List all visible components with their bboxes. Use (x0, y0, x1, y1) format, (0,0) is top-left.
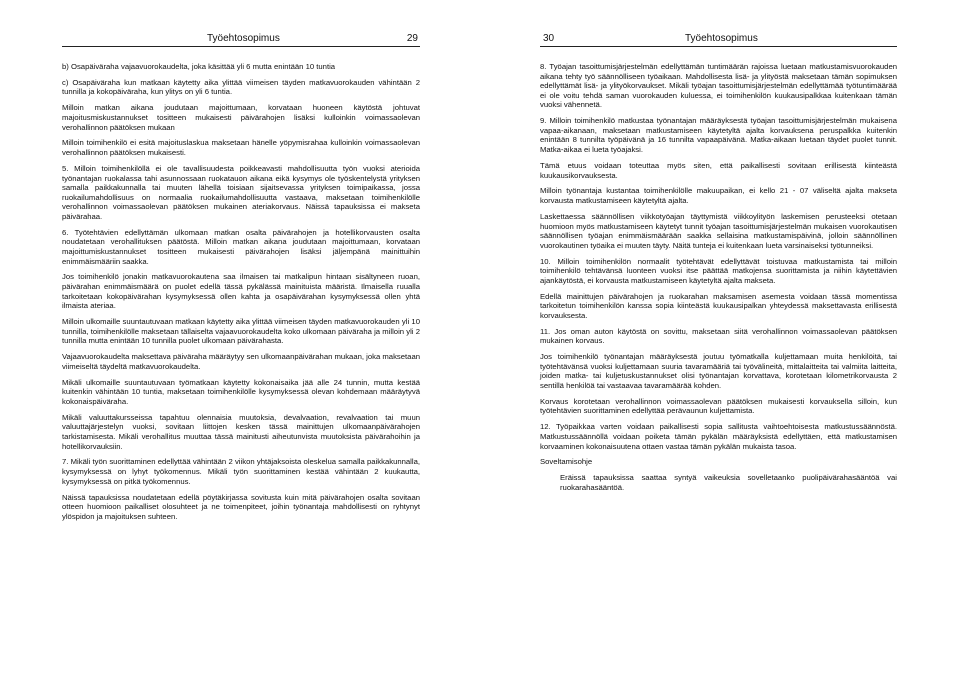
paragraph: Jos toimihenkilö työnantajan määräyksestä joutuu työmatkalla kuljettamaan muita henkilöitä, tai työtehtävänsä vuoksi kuljettamaan suuria tavaramääriä tai työvälineitä, mittalaitteita tai valmiita laitteita, joiden matka- tai kuljetuskustannukset olisi työnantajan korvattava, korotetaan kilometrikorvausta 2 sentillä henkilöä tai vastaavaa tavaramäärää kohden. (540, 352, 897, 390)
paragraph: Edellä mainittujen päivärahojen ja ruokarahan maksamisen asemesta voidaan tässä momentissa tarkoitetun toimihenkilön kanssa sopia kiinteästä kuukausipalkan yhteydessä maksettavasta erillisestä korvauksesta. (540, 291, 897, 320)
right-header-rule (540, 46, 897, 47)
paragraph: Mikäli valuuttakursseissa tapahtuu olennaisia muutoksia, devalvaation, revalvaation tai muun valuuttajärjestelyn vuoksi, sovitaan liittojen kesken tässä mainittujen ulkomaanpäivärahojen tarkistamisesta. Mikäli verohallitus muuttaa tässä mainitusti aiheutunvista muutoksista päivärahoihin ja hotellikorvauksiin. (62, 412, 420, 451)
paragraph: c) Osapäiväraha kun matkaan käytetty aika ylittää viimeisen täyden matkavuorokauden vähintään 2 tunnilla ja kokopäiväraha, kun ylitys on yli 6 tuntia. (62, 77, 420, 97)
right-header-title: Työehtosopimus (685, 33, 758, 44)
paragraph: 10. Milloin toimihenkilön normaalit työtehtävät edellyttävät toistuvaa matkustamista tai milloin toimihenkilö tehtävänsä luonteen vuoksi itse päättää matkojensa suorittamista ja niihin käytettävien ajankäytöstä, ei korvausta matkustamiseen käytetyltä ajalta makseta. (540, 256, 897, 285)
left-page-number: 29 (406, 33, 418, 44)
paragraph: Laskettaessa säännöllisen viikkotyöajan täyttymistä viikkoylityön laskemisen perusteeksi otetaan huomioon myös matkustamiseen käytetyt tunnit työajan tasoittumisjärjestelmän mukaisen vuorokautisen säännöllisen työajan enimmäismäärään saakka sellaisina matkustamispäivinä, jolloin säännöllinen vuorokautinen työaika ei muuten täyty. Näitä tunteja ei kuitenkaan lueta varsinaiseksi työtunneiksi. (540, 211, 897, 250)
left-header-rule (62, 46, 420, 47)
left-header-title: Työehtosopimus (207, 33, 280, 44)
paragraph: Milloin matkan aikana joudutaan majoittumaan, korvataan huoneen käytöstä johtuvat majoitusmiskustannukset tositteen mukaisesti päivärahojen lisäksi kulloinkin voimassaolevan verohallinnon päätöksen mukaan (62, 103, 420, 132)
section-heading: Soveltamisohje (540, 457, 593, 467)
paragraph: Vajaavuorokaudelta maksettava päiväraha määräytyy sen ulkomaanpäivärahan mukaan, joka maksetaan viimeiseltä täydeltä matkavuorokaudelta. (62, 352, 420, 371)
paragraph: Näissä tapauksissa noudatetaan edellä pöytäkirjassa sovitusta kuin mitä päivärahojen osalta sovitaan otteen huomioon paikalliset olosuhteet ja ne toimenpiteet, joihin työnantaja mahdollisesti on ryhtynyt ylöspidon ja majoituksen suhteen. (62, 492, 420, 521)
paragraph: Mikäli ulkomaille suuntautuvaan työmatkaan käytetty kokonaisaika jää alle 24 tunnin, mutta kestää kuitenkin vähintään 10 tuntia, maksetaan toimihenkilölle kysymyksessä olevan kohdemaan määräytyvä kokonaispäiväraha. (62, 377, 420, 406)
left-page-body (62, 62, 420, 528)
paragraph: 8. Työajan tasoittumisjärjestelmän edellyttämän tuntimäärän rajoissa luetaan matkustamisvuorokauden aikana tehty työ säännölliseen työaikaan. Mahdollisesta lisä- ja ylityöstä maksetaan tämän sopimuksen edellyttämät lisä- ja ylityökorvaukset. Mikäli työajan tasoittumisjärjestelmän edellyttämää työtuntimäärää ei ole voitu tehdä saman vuorokauden kuluessa, ei toimihenkilön kuukausipalkkaa kuitenkaan tämän vuoksi vähennetä. (540, 62, 897, 110)
right-page-number: 30 (543, 33, 555, 44)
paragraph: 7. Mikäli työn suorittaminen edellyttää vähintään 2 viikon yhtäjaksoista oleskelua samalla paikkakunnalla, kysymyksessä on lyhyt työkomennus. Mikäli työn suorittaminen kestää vähintään 2 kuukautta, kysymyksessä on pitkä työkomennus. (62, 457, 420, 486)
right-page-body (540, 62, 897, 499)
paragraph: Tämä etuus voidaan toteuttaa myös siten, että paikallisesti sovitaan erillisestä kiinteästä kuukausikorvauksesta. (540, 160, 897, 180)
paragraph: Milloin ulkomaille suuntautuvaan matkaan käytetty aika ylittää viimeisen täyden matkavuorokauden yli 10 tunnilla, toimihenkilölle maksetaan tällaiselta vajaavuorokaudelta koko ulkomaan päiväraha ja milloin yli 2 tunnilla mutta enintään 10 tunnilla puolet ulkomaan päivärahasta. (62, 317, 420, 346)
paragraph: Milloin toimihenkilö ei esitä majoituslaskua maksetaan hänelle yöpymisrahaa kulloinkin voimassaolevan verohallinnon päätöksen mukaisesti. (62, 138, 420, 158)
paragraph: Korvaus korotetaan verohallinnon voimassaolevan päätöksen mukaisesti korvauksella silloin, kun työtehtävien suorittaminen edellyttää perävaunun kuljettamista. (540, 396, 897, 416)
paragraph: 5. Milloin toimihenkilöllä ei ole tavallisuudesta poikkeavasti mahdollisuutta työn vuoksi aterioida työnantajan ruokalassa tahi asunnossaan ruokatauon aikana eikä kysymys ole työskentelystä yrityksen samalla paikkakunnalla tai muuten lähellä toisiaan sijaitsevassa yrityksen toimipaikassa, jossa ruokailumahdollisuus on normaalia ruokailumahdollisuutta vastaava, maksetaan toimihenkilölle verohallinnon voimassaolevan päätöksen mukainen ateriakorvaus. Näissä tapauksissa ei makseta päivärahaa. (62, 163, 420, 221)
paragraph: Eräissä tapauksissa saattaa syntyä vaikeuksia sovelletaanko puolipäivärahasääntöä vai ruokarahasääntöä. (560, 473, 897, 492)
paragraph: b) Osapäiväraha vajaavuorokaudelta, joka käsittää yli 6 mutta enintään 10 tuntia (62, 62, 336, 71)
paragraph: 6. Työtehtävien edellyttämän ulkomaan matkan osalta päivärahojen ja hotellikorvausten osalta noudatetaan verohallituksen päätöstä. Milloin matkan aikana joudutaan majoittumaan, korvataan majoittumiskustannukset tositteen mukaisesti päivärahojen lisäksi jäljempänä mainittuihin enimmäismääriin saakka. (62, 227, 420, 266)
paragraph: 11. Jos oman auton käytöstä on sovittu, maksetaan siitä verohallinnon voimassaolevan päätöksen mukainen korvaus. (540, 326, 897, 346)
paragraph: Milloin työnantaja kustantaa toimihenkilölle makuupaikan, ei kello 21 - 07 väliseltä ajalta makseta korvausta matkustamiseen käytetyltä ajalta. (540, 186, 897, 206)
right-page-header (540, 33, 897, 47)
paragraph: 12. Työpaikkaa varten voidaan paikallisesti sopia sallitusta vaihtoehtoisesta matkustussäännöstä. Matkustussäännöllä voidaan poiketa tämän pykälän määräyksistä edellyttäen, että matkustamisen korvaaminen kokonaisuutena ottaen vastaa tämän pykälän mukaista tasoa. (540, 422, 897, 451)
right-page (480, 0, 960, 674)
paragraph: 9. Milloin toimihenkilö matkustaa työnantajan määräyksestä työajan tasoittumisjärjestelmän mukaisena vapaa-aikanaan, maksetaan matkustamiseen käytetyltä ajalta korvauksena peruspalkka kuitenkin enintään 8 tunnilta työpäivänä ja 16 tunnilta vapaapäivänä. Matka-aikaan luetaan täydet puolet tunnit. Matka-aikaa ei lueta työajaksi. (540, 116, 897, 155)
paragraph: Jos toimihenkilö jonakin matkavuorokautena saa ilmaisen tai matkalipun hintaan sisältyneen ruoan, päivärahan enimmäismäärä on puolet edellä tässä pykälässä mainituista määristä. Ilmaisella ruualla tarkoitetaan kokopäivärahan kysymyksessä ollen kahta ja osapäivärahan kysymyksessä ollen yhtä ilmaista ateriaa. (62, 272, 420, 311)
left-page-header (62, 33, 420, 47)
